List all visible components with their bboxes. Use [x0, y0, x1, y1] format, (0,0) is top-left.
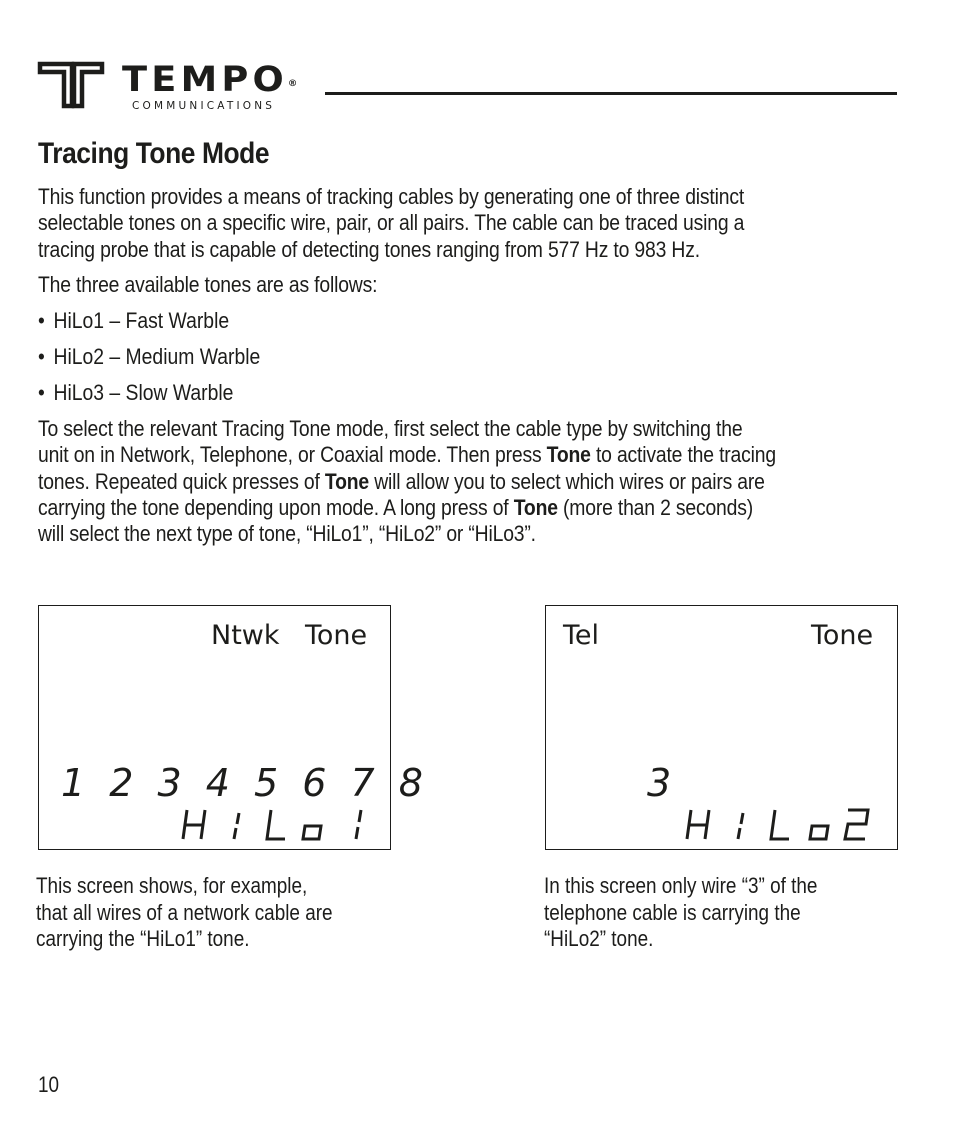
lcd-segment-display [39, 606, 429, 851]
lcd-mode-label: Tel [563, 620, 600, 651]
tempo-mark-icon [38, 60, 108, 110]
tone-key-label: Tone [513, 494, 558, 520]
intro-paragraph [38, 184, 898, 263]
brand-name: TEMPO® [122, 60, 298, 100]
brand-tagline: COMMUNICATIONS [132, 100, 276, 112]
lcd-screen-network [38, 605, 429, 850]
list-item: • HiLo1 – Fast Warble [38, 308, 230, 333]
bullet-icon: • [38, 380, 45, 405]
caption-telephone: In this screen only wire “3” of the telephone cable is carrying the “HiLo2” tone. [544, 873, 818, 951]
lcd-function-label: Tone [811, 620, 874, 651]
registered-mark: ® [287, 79, 298, 89]
bullet-icon: • [38, 344, 45, 369]
lcd-tone-segments [687, 810, 868, 839]
tones-heading: The three available tones are as follows: [38, 272, 378, 297]
lcd-mode-label: Ntwk [211, 620, 280, 651]
tone-key-label: Tone [324, 468, 370, 494]
tempo-logo [38, 60, 328, 116]
page-title: Tracing Tone Mode [38, 137, 270, 170]
caption-network: This screen shows, for example, that all wires of a network cable are carrying the “HiLo1” tone. [36, 873, 333, 951]
lcd-function-label: Tone [305, 620, 368, 651]
intro-line: selectable tones on a specific wire, pair, or all pairs. The cable can be traced using a [38, 210, 745, 236]
page-number: 10 [38, 1072, 60, 1097]
lcd-wire-digits: 1 2 3 4 5 6 7 8 [61, 761, 429, 805]
tone-list [38, 308, 297, 416]
tone-key-label: Tone [546, 442, 591, 468]
lcd-wire-digits: 3 [647, 761, 672, 805]
lcd-tone-segments [183, 810, 361, 839]
bullet-icon: • [38, 308, 45, 333]
list-item: • HiLo3 – Slow Warble [38, 380, 234, 405]
instructions-paragraph: To select the relevant Tracing Tone mode, first select the cable type by switching the unit on in Network, Telephone, or Coaxial mode. Then press Tone to activate the tracing tones. Repeated quick presses of Tone will allow you to select which wires or pairs are carrying the tone depending upon mode. A long press of Tone (more than 2 seconds) will select the next type of tone, “HiLo1”, “HiLo2” or “HiLo3”. [38, 416, 776, 547]
intro-line: This function provides a means of tracking cables by generating one of three distinct [38, 184, 745, 209]
header-rule [325, 92, 897, 95]
lcd-segment-display [546, 606, 899, 851]
list-item: • HiLo2 – Medium Warble [38, 344, 261, 369]
lcd-screen-telephone [545, 605, 898, 850]
intro-line: tracing probe that is capable of detecting tones ranging from 577 Hz to 983 Hz. [38, 236, 700, 262]
